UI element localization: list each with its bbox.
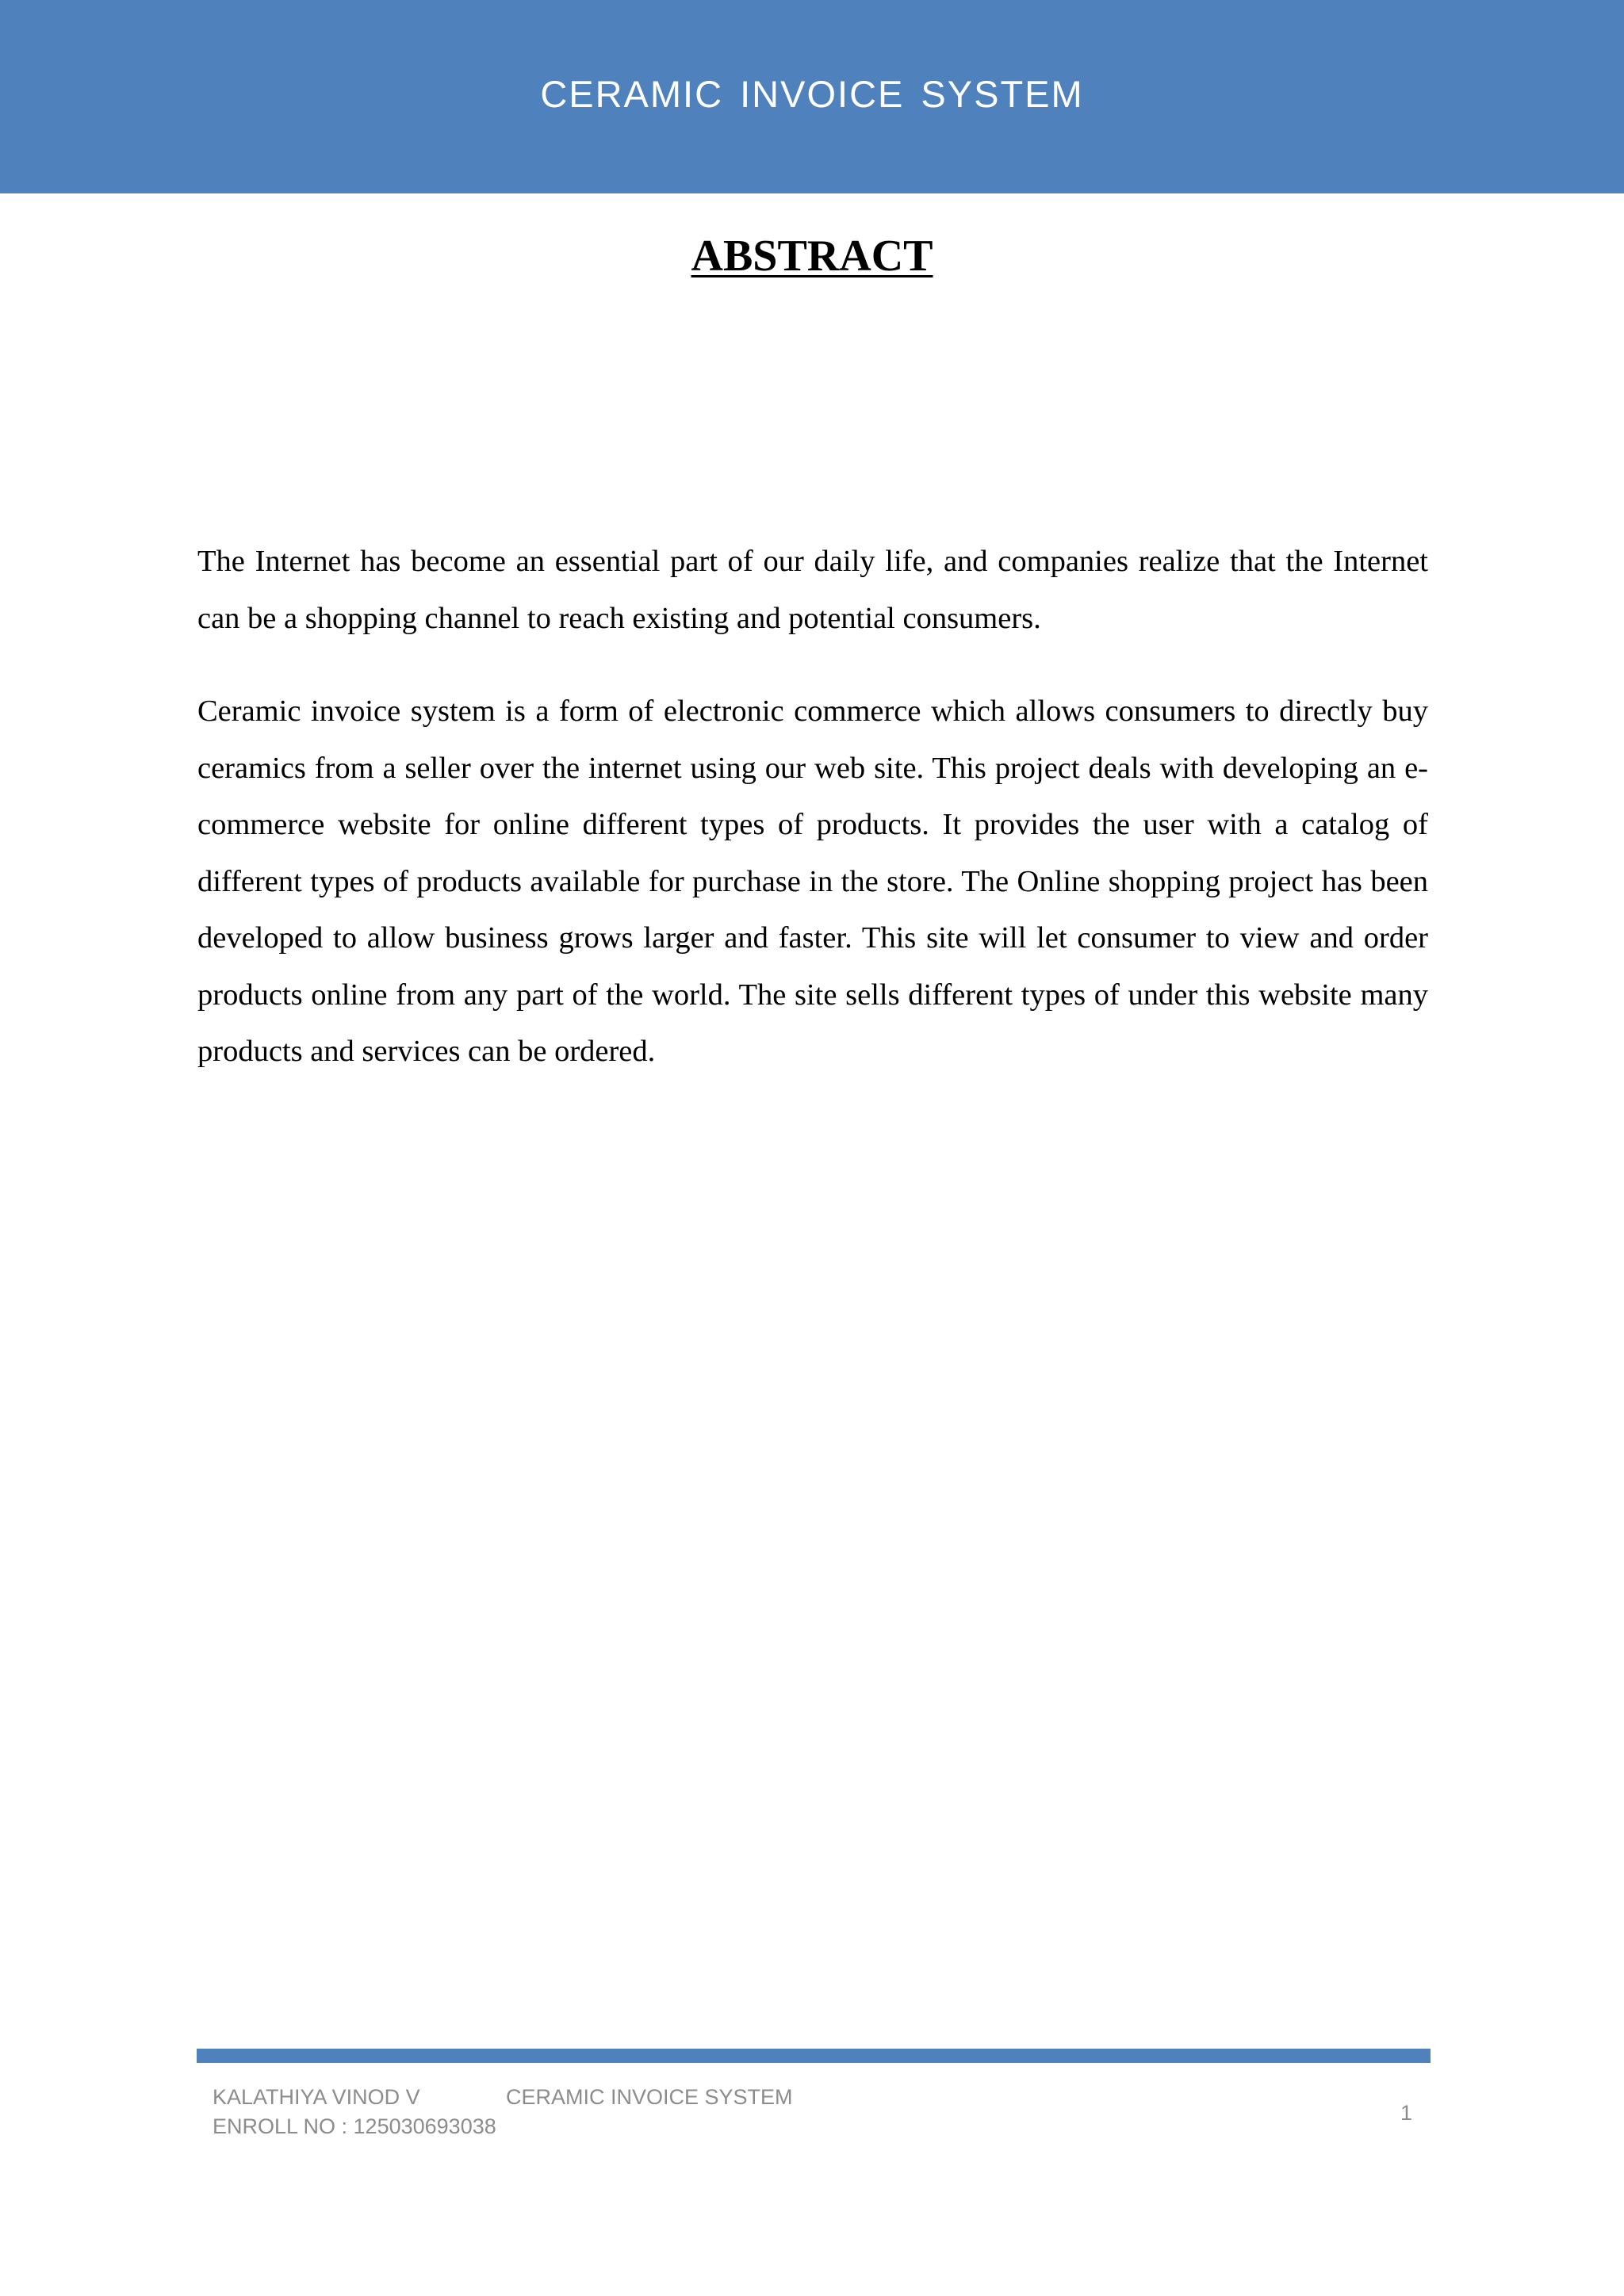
footer-system-name: CERAMIC INVOICE SYSTEM bbox=[506, 2085, 793, 2109]
page-title: ABSTRACT bbox=[691, 232, 933, 281]
header-title: CERAMIC INVOICE SYSTEM bbox=[540, 73, 1084, 115]
footer-rule bbox=[197, 2049, 1431, 2063]
abstract-paragraph-2: Ceramic invoice system is a form of electronic commerce which allows consumers to directly buy ceramics from a seller over the internet using our web site. This project deals with developing an e-commerce website for online different types of products. It provides the user with a catalog of different types of products available for purchase in the store. The Online shopping project has been developed to allow business grows larger and faster. This site will let consumer to view and order products online from any part of the world. The site sells different types of under this website many products and services can be ordered. bbox=[197, 695, 1428, 1068]
page-number: 1 bbox=[1400, 2101, 1413, 2125]
footer-enroll-number: ENROLL NO : 125030693038 bbox=[213, 2114, 496, 2138]
abstract-paragraph-1: The Internet has become an essential part of our daily life, and companies realize that the Internet can be a shopping channel to reach existing and potential consumers. bbox=[197, 545, 1428, 635]
footer-author: KALATHIYA VINOD V bbox=[213, 2085, 420, 2109]
